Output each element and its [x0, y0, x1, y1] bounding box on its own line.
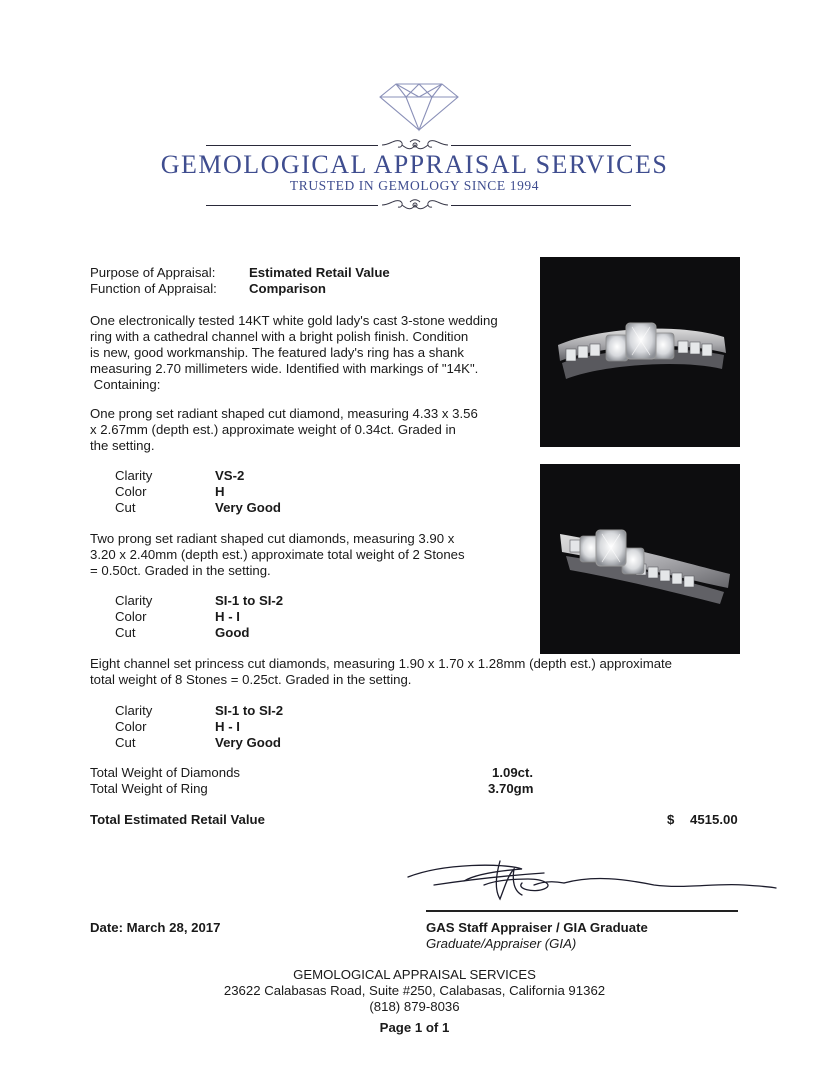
grade-value-color: H - I — [215, 609, 240, 624]
footer-company: GEMOLOGICAL APPRAISAL SERVICES — [293, 967, 536, 982]
header-rule-bottom-right — [451, 205, 631, 206]
grade-value-color: H — [215, 484, 225, 499]
company-tagline: TRUSTED IN GEMOLOGY SINCE 1994 — [289, 178, 540, 193]
stone-description-line: Eight channel set princess cut diamonds, measuring 1.90 x 1.70 x 1.28mm (depth est.) approximate — [90, 656, 673, 671]
stone-description-line: total weight of 8 Stones = 0.25ct. Graded in the setting. — [90, 672, 412, 687]
grade-label-clarity: Clarity — [115, 468, 153, 483]
function-value: Comparison — [249, 281, 326, 296]
header-rule-bottom-left — [206, 205, 378, 206]
function-label: Function of Appraisal: — [90, 281, 217, 296]
stone-3-description — [90, 656, 672, 688]
stone-description-line: Two prong set radiant shaped cut diamonds, measuring 3.90 x — [90, 531, 455, 546]
appraisal-date: Date: March 28, 2017 — [90, 920, 221, 935]
diamond-logo-icon — [378, 82, 460, 132]
description-line: is new, good workmanship. The featured lady's ring has a shank — [90, 345, 464, 360]
grade-label-cut: Cut — [115, 625, 136, 640]
ring-angled-icon — [540, 464, 740, 654]
appraiser-title: GAS Staff Appraiser / GIA Graduate — [426, 920, 648, 935]
grade-label-clarity: Clarity — [115, 703, 153, 718]
grade-label-cut: Cut — [115, 735, 136, 750]
grade-value-color: H - I — [215, 719, 240, 734]
grade-label-color: Color — [115, 719, 147, 734]
grade-value-clarity: VS-2 — [215, 468, 245, 483]
ring-photo-front — [540, 257, 740, 447]
grade-label-clarity: Clarity — [115, 593, 153, 608]
description-line: Containing: — [90, 377, 161, 392]
header-rule-top-right — [451, 145, 631, 146]
total-diamonds-value: 1.09ct. — [492, 765, 534, 780]
grade-value-cut: Very Good — [215, 735, 281, 750]
description-line: ring with a cathedral channel with a bright polish finish. Condition — [90, 329, 469, 344]
stone-description-line: x 2.67mm (depth est.) approximate weight of 0.34ct. Graded in — [90, 422, 456, 437]
page-number: Page 1 of 1 — [379, 1020, 450, 1035]
grade-label-cut: Cut — [115, 500, 136, 515]
stone-description-line: = 0.50ct. Graded in the setting. — [90, 563, 271, 578]
item-description — [90, 313, 498, 393]
grade-value-clarity: SI-1 to SI-2 — [215, 593, 284, 608]
stone-1-description — [90, 406, 478, 454]
appraiser-subtitle: Graduate/Appraiser (GIA) — [426, 936, 577, 951]
currency-symbol: $ — [667, 812, 675, 827]
company-title: GEMOLOGICAL APPRAISAL SERVICES — [160, 150, 669, 179]
grade-label-color: Color — [115, 484, 147, 499]
grade-value-cut: Very Good — [215, 500, 281, 515]
total-ring-value: 3.70gm — [488, 781, 534, 796]
total-retail-value: 4515.00 — [690, 812, 738, 827]
ring-photo-angled — [540, 464, 740, 654]
stone-description-line: 3.20 x 2.40mm (depth est.) approximate total weight of 2 Stones — [90, 547, 465, 562]
grade-label-color: Color — [115, 609, 147, 624]
purpose-label: Purpose of Appraisal: — [90, 265, 216, 280]
stone-description-line: the setting. — [90, 438, 155, 453]
description-line: measuring 2.70 millimeters wide. Identified with markings of "14K". — [90, 361, 479, 376]
header-rule-top-left — [206, 145, 378, 146]
stone-2-description — [90, 531, 465, 579]
total-ring-label: Total Weight of Ring — [90, 781, 208, 796]
grade-value-cut: Good — [215, 625, 250, 640]
ring-front-icon — [540, 257, 740, 447]
footer-address: 23622 Calabasas Road, Suite #250, Calabasas, California 91362 — [223, 983, 606, 998]
total-diamonds-label: Total Weight of Diamonds — [90, 765, 241, 780]
purpose-value: Estimated Retail Value — [249, 265, 390, 280]
footer-phone: (818) 879-8036 — [369, 999, 460, 1014]
signature-line — [426, 910, 738, 912]
description-line: One electronically tested 14KT white gold lady's cast 3-stone wedding — [90, 313, 498, 328]
appraiser-signature — [404, 855, 780, 905]
grade-value-clarity: SI-1 to SI-2 — [215, 703, 284, 718]
flourish-bottom-icon — [380, 196, 450, 214]
stone-description-line: One prong set radiant shaped cut diamond, measuring 4.33 x 3.56 — [90, 406, 478, 421]
total-retail-label: Total Estimated Retail Value — [90, 812, 265, 827]
